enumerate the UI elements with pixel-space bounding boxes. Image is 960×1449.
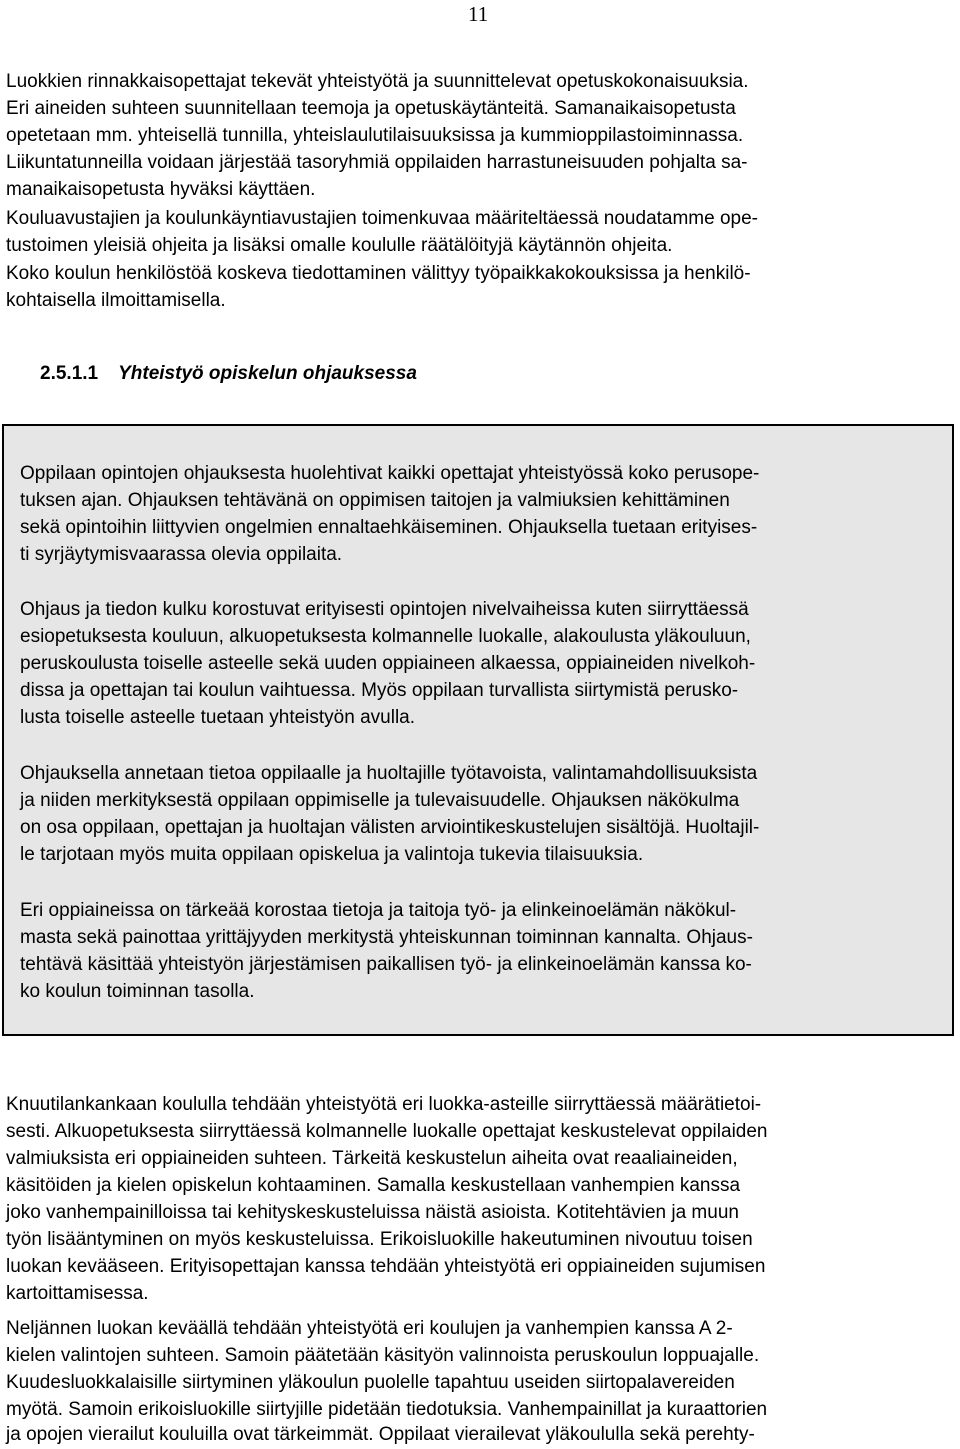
box-paragraph-line: esiopetuksesta kouluun, alkuopetuksesta kolmannelle luokalle, alakoulusta yläkouluun, [20,626,751,647]
body-paragraph-line: Knuutilankankaan koululla tehdään yhteistyötä eri luokka-asteille siirryttäessä määrätietoi- [6,1094,762,1115]
box-paragraph-line: tehtävä käsittää yhteistyön järjestämisen paikallisen työ- ja elinkeinoelämän kanssa ko- [20,954,752,975]
body-paragraph-line: työn lisääntyminen on myös keskusteluissa. Erikoisluokille hakeutuminen nivoutuu toisen [6,1229,753,1250]
box-paragraph-line: on osa oppilaan, opettajan ja huoltajan välisten arviointikeskustelujen sisältöjä. Huoltajil- [20,817,760,838]
body-paragraph-line: käsitöiden ja kielen opiskelun kohtaaminen. Samalla keskustellaan vanhempien kanssa [6,1175,741,1196]
body-paragraph-line: valmiuksista eri oppiaineiden suhteen. Tärkeitä keskustelun aiheita ovat reaaliaineiden, [6,1148,738,1169]
intro-paragraph-line: Luokkien rinnakkaisopettajat tekevät yhteistyötä ja suunnittelevat opetuskokonaisuuksia. [6,71,749,92]
intro-paragraph-line: Koko koulun henkilöstöä koskeva tiedottaminen välittyy työpaikkakokouksissa ja henkilö- [6,263,751,284]
section-title: Yhteistyö opiskelun ohjauksessa [118,363,417,384]
body-paragraph-line: myötä. Samoin erikoisluokille siirtyjille pidetään tiedotuksia. Vanhempainillat ja kuraattorien [6,1399,768,1420]
box-paragraph-line: peruskoulusta toiselle asteelle sekä uuden oppiaineen alkaessa, oppiaineiden nivelkoh- [20,653,756,674]
body-paragraph-line: kartoittamisessa. [6,1283,149,1304]
intro-paragraph-line: opetetaan mm. yhteisellä tunnilla, yhteislaulutilaisuuksissa ja kummioppilastoiminnassa. [6,125,744,146]
section-number: 2.5.1.1 [40,363,99,384]
body-paragraph-line: Kuudesluokkalaisille siirtyminen yläkoulun puolelle tapahtuu useiden siirtopalavereiden [6,1372,735,1393]
body-paragraph-line: sesti. Alkuopetuksesta siirryttäessä kolmannelle luokalle opettajat keskustelevat oppilaiden [6,1121,768,1142]
box-paragraph-line: Ohjauksella annetaan tietoa oppilaalle ja huoltajille työtavoista, valintamahdollisuuksista [20,763,758,784]
intro-paragraph-line: Kouluavustajien ja koulunkäyntiavustajien toimenkuvaa määriteltäessä noudatamme ope- [6,208,759,229]
box-paragraph-line: tuksen ajan. Ohjauksen tehtävänä on oppimisen taitojen ja valmiuksien kehittäminen [20,490,730,511]
box-paragraph-line: ti syrjäytymisvaarassa olevia oppilaita. [20,544,343,565]
intro-paragraph-line: kohtaisella ilmoittamisella. [6,290,226,311]
box-paragraph-line: sekä opintoihin liittyvien ongelmien ennaltaehkäiseminen. Ohjauksella tuetaan erityises- [20,517,758,538]
box-paragraph-line: lusta toiselle asteelle tuetaan yhteistyön avulla. [20,707,416,728]
intro-paragraph-line: Liikuntatunneilla voidaan järjestää tasoryhmiä oppilaiden harrastuneisuuden pohjalta sa- [6,152,748,173]
box-paragraph-line: ja niiden merkityksestä oppilaan oppimiselle ja tulevaisuudelle. Ohjauksen näkökulma [20,790,740,811]
body-paragraph-line: kielen valintojen suhteen. Samoin päätetään käsityön valinnoista peruskoulun loppuajalle. [6,1345,760,1366]
body-paragraph-line: luokan kevääseen. Erityisopettajan kanssa tehdään yhteistyötä eri oppiaineiden sujumisen [6,1256,766,1277]
box-paragraph-line: Ohjaus ja tiedon kulku korostuvat erityisesti opintojen nivelvaiheissa kuten siirryttäessä [20,599,749,620]
page-number: 11 [468,2,489,26]
intro-paragraph-line: Eri aineiden suhteen suunnitellaan teemoja ja opetuskäytänteitä. Samanaikaisopetusta [6,98,736,119]
intro-paragraph-line: manaikaisopetusta hyväksi käyttäen. [6,179,316,200]
body-paragraph-line: joko vanhempainilloissa tai kehityskeskusteluissa näistä asioista. Kotitehtävien ja muun [6,1202,739,1223]
box-paragraph-line: Oppilaan opintojen ohjauksesta huolehtivat kaikki opettajat yhteistyössä koko perusope- [20,463,760,484]
box-paragraph-line: dissa ja opettajan tai koulun vaihtuessa. Myös oppilaan turvallista siirtymistä perusko- [20,680,739,701]
box-paragraph-line: ko koulun toiminnan tasolla. [20,981,255,1002]
box-paragraph-line: Eri oppiaineissa on tärkeää korostaa tietoja ja taitoja työ- ja elinkeinoelämän näkökul- [20,900,737,921]
intro-paragraph-line: tustoimen yleisiä ohjeita ja lisäksi omalle koululle räätälöityjä käytännön ohjeita. [6,235,673,256]
box-paragraph-line: le tarjotaan myös muita oppilaan opiskelua ja valintoja tukevia tilaisuuksia. [20,844,644,865]
body-paragraph-line: Neljännen luokan keväällä tehdään yhteistyötä eri koulujen ja vanhempien kanssa A 2- [6,1318,733,1339]
body-paragraph-line: ja opojen vierailut kouluilla ovat tärkeimmät. Oppilaat vierailevat yläkoululla sekä perehty- [6,1424,755,1445]
box-paragraph-line: masta sekä painottaa yrittäjyyden merkitystä yhteiskunnan toiminnan kannalta. Ohjaus- [20,927,753,948]
section-heading [40,363,417,385]
